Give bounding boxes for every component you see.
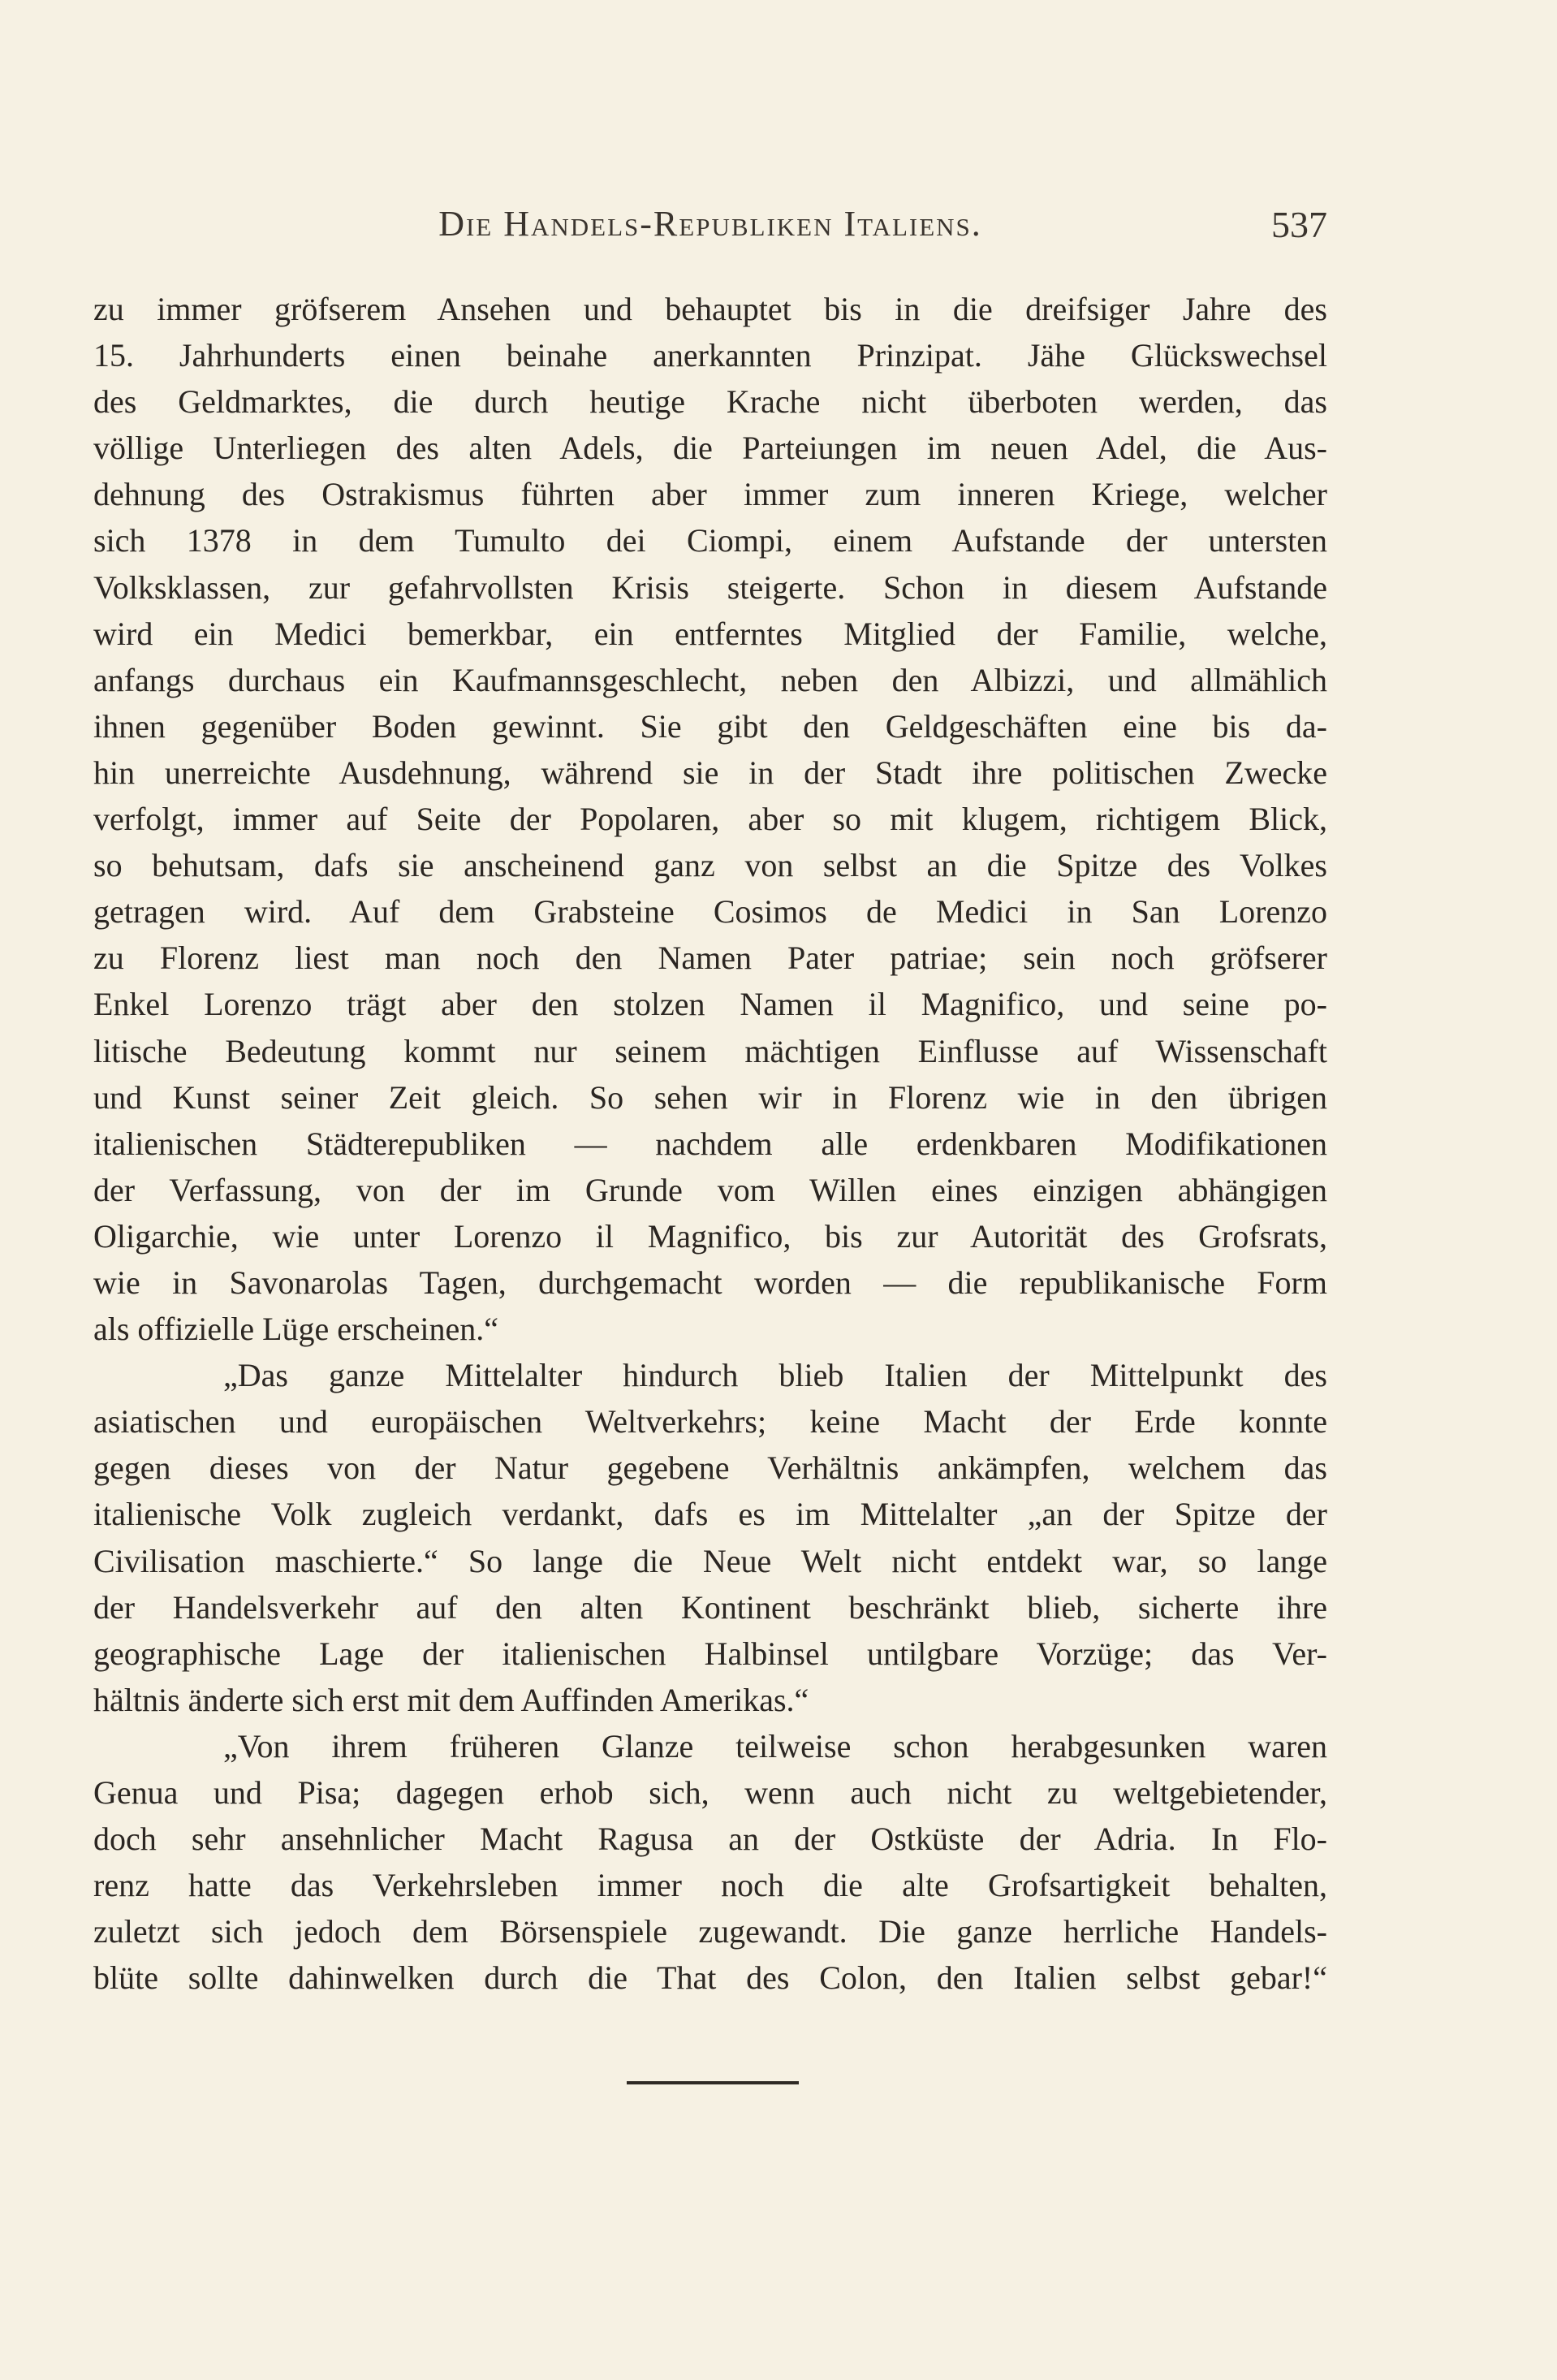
text-line: Enkel Lorenzo trägt aber den stolzen Namen il Magnifico, und seine po- — [93, 986, 1327, 1023]
text-line: anfangs durchaus ein Kaufmannsgeschlecht, neben den Albizzi, und allmählich — [93, 661, 1327, 698]
text-line: „Das ganze Mittelalter hindurch blieb Italien der Mittelpunkt des — [223, 1357, 1327, 1394]
text-line: verfolgt, immer auf Seite der Popolaren, aber so mit klugem, richtigem Blick, — [93, 801, 1327, 838]
text-line: getragen wird. Auf dem Grabsteine Cosimos de Medici in San Lorenzo — [93, 893, 1327, 931]
text-line: litische Bedeutung kommt nur seinem mächtigen Einflusse auf Wissenschaft — [93, 1032, 1327, 1069]
text-line: asiatischen und europäischen Weltverkehrs; keine Macht der Erde konnte — [93, 1403, 1327, 1441]
text-line: Oligarchie, wie unter Lorenzo il Magnifico, bis zur Autorität des Grofsrats, — [93, 1217, 1327, 1255]
body-text — [93, 286, 1327, 2001]
paragraph-1 — [93, 286, 1327, 1352]
text-line: völlige Unterliegen des alten Adels, die Parteiungen im neuen Adel, die Aus- — [93, 430, 1327, 467]
running-header — [93, 203, 1327, 255]
text-line: Civilisation maschierte.“ So lange die Neue Welt nicht entdekt war, so lange — [93, 1542, 1327, 1579]
running-title: Die Handels-Republiken Italiens. — [438, 204, 982, 244]
text-line: und Kunst seiner Zeit gleich. So sehen wir in Florenz wie in den übrigen — [93, 1078, 1327, 1116]
text-line: ihnen gegenüber Boden gewinnt. Sie gibt den Geldgeschäften eine bis da- — [93, 707, 1327, 745]
text-line: zu Florenz liest man noch den Namen Pater patriae; sein noch gröfserer — [93, 939, 1327, 977]
text-line: blüte sollte dahinwelken durch die That des Colon, den Italien selbst gebar!“ — [93, 1959, 1327, 1997]
paragraph-2 — [93, 1352, 1327, 1723]
paragraph-3 — [93, 1723, 1327, 2002]
text-line: gegen dieses von der Natur gegebene Verhältnis ankämpfen, welchem das — [93, 1449, 1327, 1487]
text-line: der Handelsverkehr auf den alten Kontinent beschränkt blieb, sicherte ihre — [93, 1588, 1327, 1626]
text-line: geographische Lage der italienischen Halbinsel untilgbare Vorzüge; das Ver- — [93, 1635, 1327, 1672]
text-line: renz hatte das Verkehrsleben immer noch die alte Grofsartigkeit behalten, — [93, 1867, 1327, 1904]
text-line: „Von ihrem früheren Glanze teilweise schon herabgesunken waren — [223, 1727, 1327, 1764]
text-line: hin unerreichte Ausdehnung, während sie in der Stadt ihre politischen Zwecke — [93, 754, 1327, 791]
text-line: doch sehr ansehnlicher Macht Ragusa an der Ostküste der Adria. In Flo- — [93, 1821, 1327, 1858]
text-line: wie in Savonarolas Tagen, durchgemacht worden — die republikanische Form — [93, 1263, 1327, 1301]
text-line: zu immer gröfserem Ansehen und behauptet bis in die dreifsiger Jahre des — [93, 291, 1327, 327]
text-line: italienischen Städterepubliken — nachdem alle erdenkbaren Modifikationen — [93, 1125, 1327, 1162]
text-line: 15. Jahrhunderts einen beinahe anerkannten Prinzipat. Jähe Glückswechsel — [93, 337, 1327, 374]
text-line: sich 1378 in dem Tumulto dei Ciompi, einem Aufstande der untersten — [93, 522, 1327, 559]
text-line: dehnung des Ostrakismus führten aber immer zum inneren Kriege, welcher — [93, 476, 1327, 513]
page-number: 537 — [1271, 204, 1327, 245]
text-line: als offizielle Lüge erscheinen.“ — [93, 1311, 499, 1348]
text-line: hältnis änderte sich erst mit dem Auffinden Amerikas.“ — [93, 1681, 809, 1718]
text-line: so behutsam, dafs sie anscheinend ganz von selbst an die Spitze des Volkes — [93, 847, 1327, 884]
text-line: wird ein Medici bemerkbar, ein entferntes Mitglied der Familie, welche, — [93, 615, 1327, 652]
text-line: Volksklassen, zur gefahrvollsten Krisis steigerte. Schon in diesem Aufstande — [93, 568, 1327, 606]
end-rule — [627, 2081, 799, 2084]
text-line: des Geldmarktes, die durch heutige Krache nicht überboten werden, das — [93, 383, 1327, 421]
text-line: italienische Volk zugleich verdankt, dafs es im Mittelalter „an der Spitze der — [93, 1496, 1327, 1533]
text-line: Genua und Pisa; dagegen erhob sich, wenn auch nicht zu weltgebietender, — [93, 1774, 1327, 1811]
text-line: zuletzt sich jedoch dem Börsenspiele zugewandt. Die ganze herrliche Handels- — [93, 1913, 1327, 1950]
text-line: der Verfassung, von der im Grunde vom Willen eines einzigen abhängigen — [93, 1171, 1327, 1208]
